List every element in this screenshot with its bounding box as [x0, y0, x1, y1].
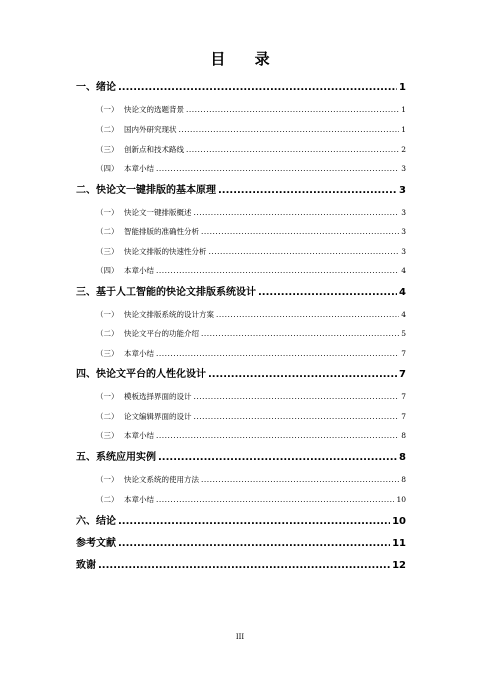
toc-page-number: 3 [401, 208, 406, 217]
dot-leader [258, 286, 397, 300]
toc-entry-text: 本章小结 [124, 431, 154, 440]
toc-section-number: （一） [96, 310, 119, 319]
toc-entry-text: 致谢 [76, 560, 96, 571]
dot-leader [98, 559, 390, 573]
toc-section-entry[interactable] [76, 410, 406, 424]
dot-leader [209, 245, 400, 259]
dot-leader [186, 143, 399, 157]
toc-entry-text: 四、快论文平台的人性化设计 [76, 369, 206, 380]
toc-entry-label [76, 368, 206, 382]
toc-chapter-entry[interactable] [76, 184, 406, 198]
toc-entry-label [76, 103, 184, 117]
toc-section-entry[interactable] [76, 143, 406, 157]
toc-section-entry[interactable] [76, 245, 406, 259]
toc-entry-label [76, 225, 199, 239]
toc-page-number: 1 [401, 125, 406, 134]
toc-page-number: 12 [392, 560, 406, 571]
toc-entry-text: 快论文一键排版概述 [124, 208, 192, 217]
toc-entry-label [76, 429, 154, 443]
toc-page-number: 7 [399, 369, 406, 380]
toc-page-number: 3 [401, 164, 406, 173]
toc-section-entry[interactable] [76, 206, 406, 220]
dot-leader [186, 103, 399, 117]
toc-page-number: 8 [399, 452, 406, 463]
toc-entry-text: 国内外研究现状 [124, 125, 177, 134]
toc-page-number: 4 [401, 266, 406, 275]
toc-entry-text: 本章小结 [124, 164, 154, 173]
dot-leader [156, 264, 399, 278]
toc-entry-label [76, 308, 214, 322]
toc-entry-text: 快论文排版的快速性分析 [124, 247, 207, 256]
toc-entry-text: 本章小结 [124, 349, 154, 358]
dot-leader [118, 515, 390, 529]
toc-entry-label [76, 515, 116, 529]
toc-section-entry[interactable] [76, 347, 406, 361]
dot-leader [201, 473, 399, 487]
dot-leader [216, 308, 399, 322]
toc-section-number: （三） [96, 247, 119, 256]
dot-leader [201, 225, 399, 239]
dot-leader [179, 123, 400, 137]
toc-page-number: 7 [401, 349, 406, 358]
toc-section-entry[interactable] [76, 493, 406, 507]
toc-section-entry[interactable] [76, 308, 406, 322]
toc-page-number: 8 [401, 431, 406, 440]
toc-page-number: 2 [401, 145, 406, 154]
toc-chapter-entry[interactable] [76, 537, 406, 551]
toc-section-number: （二） [96, 412, 119, 421]
toc-page-number: 7 [401, 392, 406, 401]
dot-leader [118, 537, 390, 551]
toc-section-entry[interactable] [76, 123, 406, 137]
toc-entry-label [76, 286, 256, 300]
toc-section-number: （一） [96, 475, 119, 484]
toc-section-number: （四） [96, 266, 119, 275]
toc-page-number: 3 [401, 227, 406, 236]
toc-entry-label [76, 123, 177, 137]
dot-leader [194, 390, 400, 404]
toc-entry-text: 快论文的选题背景 [124, 105, 184, 114]
toc-page-number: 4 [401, 310, 406, 319]
page-number-footer: III [235, 633, 245, 641]
toc-entry-label [76, 347, 154, 361]
toc-page-number: 3 [399, 185, 406, 196]
toc-page-number: 3 [401, 247, 406, 256]
toc-chapter-entry[interactable] [76, 81, 406, 95]
toc-section-number: （二） [96, 495, 119, 504]
toc-entry-text: 快论文排版系统的设计方案 [124, 310, 214, 319]
toc-chapter-entry[interactable] [76, 451, 406, 465]
toc-section-number: （二） [96, 125, 119, 134]
dot-leader [194, 410, 400, 424]
toc-section-number: （一） [96, 105, 119, 114]
toc-entry-text: 二、快论文一键排版的基本原理 [76, 185, 216, 196]
dot-leader [156, 162, 399, 176]
toc-section-entry[interactable] [76, 103, 406, 117]
toc-section-entry[interactable] [76, 429, 406, 443]
toc-section-number: （三） [96, 431, 119, 440]
toc-page-number: 10 [392, 516, 406, 527]
dot-leader [194, 206, 400, 220]
toc-section-number: （二） [96, 227, 119, 236]
toc-entry-label [76, 451, 156, 465]
toc-page-number: 7 [401, 412, 406, 421]
toc-entry-label [76, 559, 96, 573]
toc-section-number: （二） [96, 329, 119, 338]
toc-entry-label [76, 245, 207, 259]
toc-entry-label [76, 143, 184, 157]
toc-page-number: 1 [401, 105, 406, 114]
toc-chapter-entry[interactable] [76, 559, 406, 573]
toc-chapter-entry[interactable] [76, 368, 406, 382]
toc-entry-text: 本章小结 [124, 495, 154, 504]
toc-entry-label [76, 537, 116, 551]
toc-entry-text: 智能排版的准确性分析 [124, 227, 199, 236]
toc-title: 目 录 [210, 50, 282, 68]
toc-entry-label [76, 473, 199, 487]
toc-page-number: 11 [392, 538, 406, 549]
toc-page-number: 1 [399, 82, 406, 93]
toc-entry-text: 一、绪论 [76, 82, 116, 93]
toc-entry-text: 快论文平台的功能介绍 [124, 329, 199, 338]
toc-chapter-entry[interactable] [76, 286, 406, 300]
toc-entry-label [76, 390, 192, 404]
toc-entry-text: 本章小结 [124, 266, 154, 275]
toc-entry-label [76, 81, 116, 95]
toc-entry-text: 参考文献 [76, 538, 116, 549]
toc-entry-label [76, 493, 154, 507]
toc-page-number: 4 [399, 287, 406, 298]
dot-leader [156, 429, 399, 443]
toc-entry-text: 三、基于人工智能的快论文排版系统设计 [76, 287, 256, 298]
toc-entry-text: 创新点和技术路线 [124, 145, 184, 154]
toc-section-number: （三） [96, 145, 119, 154]
toc-section-entry[interactable] [76, 264, 406, 278]
toc-section-entry[interactable] [76, 327, 406, 341]
dot-leader [156, 493, 394, 507]
dot-leader [201, 327, 399, 341]
toc-entry-label [76, 410, 192, 424]
dot-leader [118, 81, 397, 95]
dot-leader [158, 451, 397, 465]
toc-section-number: （三） [96, 349, 119, 358]
toc-section-entry[interactable] [76, 162, 406, 176]
toc-entry-text: 快论文系统的使用方法 [124, 475, 199, 484]
toc-section-entry[interactable] [76, 225, 406, 239]
toc-page-number: 10 [396, 495, 406, 504]
toc-page-number: 8 [401, 475, 406, 484]
dot-leader [208, 368, 397, 382]
toc-page-number: 5 [401, 329, 406, 338]
toc-entry-label [76, 206, 192, 220]
dot-leader [218, 184, 397, 198]
toc-chapter-entry[interactable] [76, 515, 406, 529]
toc-section-entry[interactable] [76, 390, 406, 404]
toc-section-number: （一） [96, 392, 119, 401]
toc-entry-label [76, 184, 216, 198]
toc-entry-text: 论文编辑界面的设计 [124, 412, 192, 421]
toc-section-entry[interactable] [76, 473, 406, 487]
toc-section-number: （一） [96, 208, 119, 217]
toc-entry-label [76, 162, 154, 176]
toc-section-number: （四） [96, 164, 119, 173]
dot-leader [156, 347, 399, 361]
toc-entry-text: 六、结论 [76, 516, 116, 527]
toc-entry-text: 模板选择界面的设计 [124, 392, 192, 401]
toc-entry-label [76, 264, 154, 278]
toc-entry-text: 五、系统应用实例 [76, 452, 156, 463]
toc-entry-label [76, 327, 199, 341]
